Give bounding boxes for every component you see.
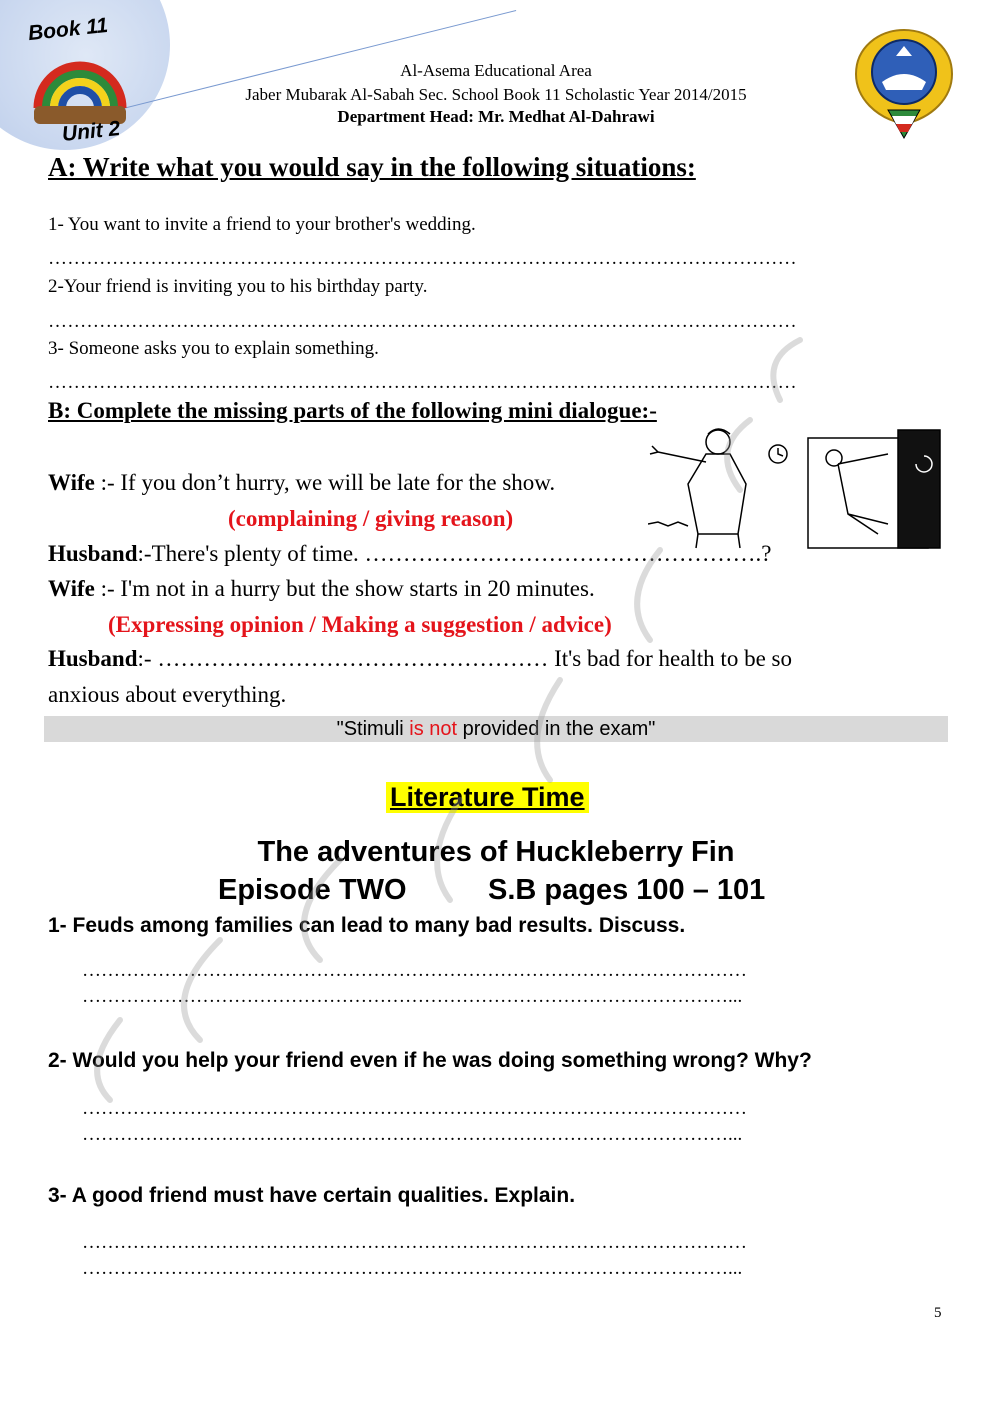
literature-answer-line[interactable]: …………………………………………………………………………………………...	[82, 986, 743, 1007]
literature-answer-line[interactable]: ……………………………………………………………………………………………	[82, 1232, 747, 1253]
stimuli-text: "Stimuli	[336, 718, 410, 740]
book-label: Book 11	[26, 13, 110, 46]
cue-expressing-opinion: (Expressing opinion / Making a suggestion / advice)	[108, 612, 612, 637]
stimuli-emphasis: is not	[409, 718, 458, 740]
page-number: 5	[934, 1305, 942, 1321]
dialogue-text: :- …………………………………………… It's bad for health to be so	[137, 646, 792, 671]
section-a-title: A: Write what you would say in the following situations:	[48, 152, 696, 182]
book-title: The adventures of Huckleberry Fin	[257, 836, 735, 868]
literature-question-3: 3- A good friend must have certain qualities. Explain.	[48, 1184, 576, 1207]
cue-complaining: (complaining / giving reason)	[228, 506, 514, 531]
literature-time-title: Literature Time	[386, 782, 589, 813]
section-a-question-3: 3- Someone asks you to explain something.	[48, 338, 379, 359]
literature-question-2: 2- Would you help your friend even if he was doing something wrong? Why?	[48, 1049, 812, 1072]
dialogue-line-3	[48, 576, 595, 602]
dialogue-continuation: anxious about everything.	[48, 682, 287, 707]
literature-answer-line[interactable]: …………………………………………………………………………………………...	[82, 1124, 743, 1145]
dialogue-line-1	[48, 470, 555, 496]
answer-line-3[interactable]: ………………………………………………………………………………………………………	[48, 372, 797, 393]
dialogue-text: :- I'm not in a hurry but the show starts in 20 minutes.	[94, 576, 595, 601]
unit-label: Unit 2	[60, 117, 122, 146]
section-a-question-1: 1- You want to invite a friend to your brother's wedding.	[48, 214, 476, 235]
pages-label: S.B pages 100 – 101	[488, 874, 766, 906]
section-a-question-2: 2-Your friend is inviting you to his birthday party.	[48, 276, 428, 297]
header-area-name: Al-Asema Educational Area	[400, 61, 592, 80]
answer-line-2[interactable]: ………………………………………………………………………………………………………	[48, 311, 797, 332]
episode-label: Episode TWO	[218, 874, 407, 906]
dialogue-line-4[interactable]	[48, 646, 792, 672]
dialogue-text: :- If you don’t hurry, we will be late for the show.	[94, 470, 556, 495]
answer-line-1[interactable]: ………………………………………………………………………………………………………	[48, 248, 797, 269]
literature-answer-line[interactable]: …………………………………………………………………………………………...	[82, 1258, 743, 1279]
literature-question-1: 1- Feuds among families can lead to many bad results. Discuss.	[48, 914, 686, 937]
speaker-wife: Wife	[48, 576, 95, 601]
section-b-title: B: Complete the missing parts of the following mini dialogue:-	[48, 398, 657, 423]
speaker-husband: Husband	[48, 646, 138, 671]
literature-answer-line[interactable]: ……………………………………………………………………………………………	[82, 1098, 747, 1119]
header-school-line: Jaber Mubarak Al-Sabah Sec. School Book 11 Scholastic Year 2014/2015	[245, 85, 747, 104]
stimuli-note-bar	[44, 716, 948, 742]
literature-answer-line[interactable]: ……………………………………………………………………………………………	[82, 960, 747, 981]
stimuli-text: provided in the exam"	[457, 718, 656, 740]
header-department-head: Department Head: Mr. Medhat Al-Dahrawi	[337, 107, 655, 126]
speaker-wife: Wife	[48, 470, 95, 495]
speaker-husband: Husband	[48, 541, 138, 566]
dialogue-illustration	[648, 424, 948, 552]
dialogue-text: :-There's plenty of time. …………………………………………….?	[137, 541, 772, 566]
